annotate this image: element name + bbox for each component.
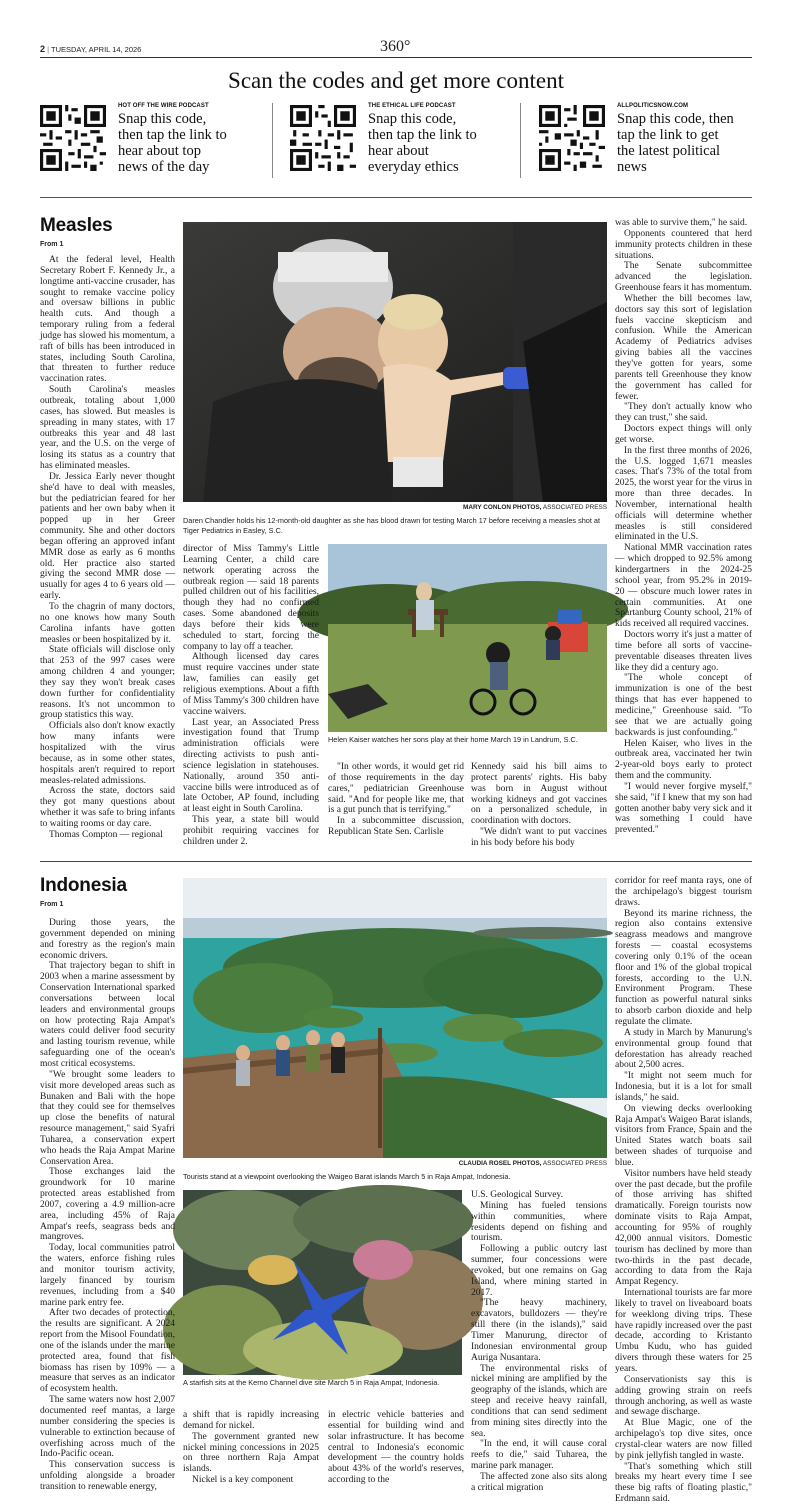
qr-block-1	[118, 103, 228, 175]
measles-paragraph: The Senate subcommittee advanced the legislation. Greenhouse fears it has momentum.	[615, 261, 752, 294]
indonesia-paragraph: Conservationists say this is adding growing strain on reefs through anchoring, as well as waste and sewage discharge.	[615, 1374, 752, 1418]
indonesia-paragraph: Those exchanges laid the groundwork for 10 marine protected areas established from 2007, covering a 4.9 million-acre area, including 45% of Raja Ampat's reefs, seagrass beds and mangroves.	[40, 1167, 175, 1243]
measles-paragraph: This year, a state bill would prohibit requiring vaccines for children under 2.	[183, 815, 319, 847]
qr-code-icon[interactable]	[40, 105, 106, 171]
measles-paragraph: In a subcommittee discussion, Republican State Sen. Carlisle	[328, 816, 464, 838]
indonesia-paragraph: International tourists are far more likely to travel on liveaboard boats for weeklong diving trips. These have rapidly increased over the past decade, according to Kristanto Umbu Kudu, who has guided divers through these waters for 25 years.	[615, 1288, 752, 1374]
measles-paragraph: Opponents countered that herd immunity protects children in these situations.	[615, 228, 752, 261]
measles-column-5	[615, 218, 752, 853]
indonesia-paragraph: Nickel is a key component	[192, 1475, 294, 1486]
measles-column-4	[471, 762, 607, 853]
measles-title: Measles	[40, 215, 113, 236]
measles-paragraph: To the chagrin of many doctors, no one knows how many South Carolina infants have gotten measles or been hospitalized by it.	[40, 602, 175, 645]
qr-text-1: Snap this code, then tap the link to hear about top news of the day	[118, 111, 227, 175]
qr-label-1: HOT OFF THE WIRE PODCAST	[118, 103, 209, 109]
indonesia-column-1	[40, 918, 175, 1492]
measles-paragraph: director of Miss Tammy's Little Learning Center, a child care network operating across the outbreak region — said 18 parents pulled children out of his facilities, though they had no confirmed cases. Some abandoned deposits days before their kids were scheduled to start, forcing the company to lay off a teacher.	[183, 544, 319, 652]
page-number: 2	[40, 44, 46, 54]
measles-photo2-caption: Helen Kaiser watches her sons play at their home March 19 in Landrum, S.C.	[328, 735, 578, 744]
credit-name: MARY CONLON PHOTOS,	[463, 504, 542, 511]
indonesia-column-5	[615, 876, 752, 1505]
qr-label-2: THE ETHICAL LIFE PODCAST	[368, 103, 456, 109]
indonesia-paragraph: a shift that is rapidly increasing demand for nickel.	[183, 1410, 319, 1431]
indonesia-paragraph: U.S. Geological Survey.	[471, 1190, 563, 1200]
indonesia-paragraph: "We brought some leaders to visit more developed areas such as Bunaken and Bali with the hope that they could see for themselves up close the benefits of natural resource management," said Syafri Tuharea, a conservation expert who heads the Raja Ampat Marine Conservation Area.	[40, 1069, 175, 1167]
measles-paragraph: "The whole concept of immunization is one of the best things that has ever happened to medicine," Greenhouse said. "To see that we are actually going backwards is just confounding."	[615, 673, 752, 738]
measles-paragraph: "They don't actually know who they can trust," she said.	[615, 402, 752, 424]
indonesia-title: Indonesia	[40, 875, 127, 896]
indonesia-paragraph: The environmental risks of nickel mining are amplified by the geography of the islands, which are steep and receive heavy rainfall, conditions that can send sediment from mining sites directly into the sea.	[471, 1363, 607, 1439]
qr-block-3	[617, 103, 737, 175]
measles-paragraph: Whether the bill becomes law, doctors say this sort of legislation fuels vaccine skepticism and confusion. While the American Academy of Pediatrics advises giving babies all the vaccines they've gotten for years, some parents tell Greenhouse they know the government has called for fewer.	[615, 293, 752, 402]
measles-paragraph: Across the state, doctors said they got many questions about whether it was safe to bring infants to waiting rooms or day care.	[40, 786, 175, 829]
indonesia-paragraph: That trajectory began to shift in 2003 when a marine assessment by Conservation International sparked conversations between local leaders and environmental groups on how protecting Raja Ampat's waters could deliver food security and lasting tourism revenue, while safeguarding one of the ocean's most critical ecosystems.	[40, 961, 175, 1069]
indonesia-paragraph: The government granted new nickel mining concessions in 2025 on three northern Raja Ampat islands.	[183, 1431, 319, 1475]
indonesia-paragraph: During those years, the government depended on mining and forestry as the region's main economic drivers.	[40, 918, 175, 961]
promo-bottom-rule	[40, 197, 752, 198]
indonesia-paragraph: The affected zone also sits along a critical migration	[471, 1471, 607, 1493]
credit-org: ASSOCIATED PRESS	[542, 1160, 607, 1167]
qr-text-2: Snap this code, then tap the link to hear about everyday ethics	[368, 111, 477, 175]
measles-paragraph: Officials also don't know exactly how many infants were hospitalized with the virus because, as in some other states, hospitals aren't required to report measles-related admissions.	[40, 721, 175, 786]
indonesia-photo-starfish	[183, 1190, 462, 1375]
measles-paragraph: South Carolina's measles outbreak, totaling about 1,000 cases, has slowed. But measles is spreading in many states, with 17 outbreaks this year and 48 last year, and the U.S. on the verge of losing its status as a country that has eliminated measles.	[40, 385, 175, 472]
indonesia-paragraph: Following a public outcry last summer, four concessions were revoked, but one remains on Gag Island, where mining started in 2017.	[471, 1244, 607, 1298]
indonesia-paragraph: corridor for reef manta rays, one of the archipelago's biggest tourism draws.	[615, 876, 752, 908]
indonesia-photo-caption: Tourists stand at a viewpoint overlooking the Waigeo Barat islands March 5 in Raja Ampat, Indonesia.	[183, 1172, 511, 1181]
indonesia-paragraph: A study in March by Manurung's environmental group found that deforestation has already reached about 2,500 acres.	[615, 1027, 752, 1071]
measles-paragraph: was able to survive them," he said.	[615, 218, 748, 228]
indonesia-paragraph: At Blue Magic, one of the archipelago's top dive sites, once crystal-clear waters are now filled by pink jellyfish tangled in waste.	[615, 1418, 752, 1461]
indonesia-paragraph: Beyond its marine richness, the region also contains extensive seagrass meadows and mangrove forests — coastal ecosystems covering only 0.1% of the ocean floor and 1% of the global tropical forests, according to the U.N. Environment Program. These function as powerful natural sinks to absorb carbon dioxide and help regulate the climate.	[615, 908, 752, 1027]
promo-headline: Scan the codes and get more content	[228, 68, 564, 93]
indonesia-photo-islands	[183, 878, 607, 1158]
measles-photo-yard	[328, 544, 607, 732]
indonesia-paragraph: Mining has fueled tensions within communities, where residents depend on fishing and tourism.	[471, 1200, 607, 1244]
measles-paragraph: Last year, an Associated Press investigation found that Trump administration officials were directing activists to push anti-science legislation in statehouses. Nationally, around 350 anti-vaccine bills were introduced as of late October, AP found, including at least eight in South Carolina.	[183, 717, 319, 815]
measles-paragraph: In the first three months of 2026, the U.S. logged 1,671 measles cases. That's 73% of the total from 2025, the worst year for the virus in more than three decades. In November, international health officials will determine whether measles is still considered eliminated in the U.S.	[615, 445, 752, 543]
indonesia-paragraph: After two decades of protection, the results are significant. A 2024 report from the Misool Foundation, one of the islands under the marine protected area, found that fish biomass has risen by 109% — a measure that serves as an indicator of ecosystem health.	[40, 1308, 175, 1395]
story-divider	[40, 861, 752, 862]
indonesia-paragraph: Today, local communities patrol the waters, enforce fishing rules and monitor tourism activity, largely financed by tourism revenues, including from a $40 marine park entry fee.	[40, 1243, 175, 1308]
measles-paragraph: Doctors expect things will only get worse.	[615, 424, 752, 445]
measles-paragraph: Thomas Compton — regional	[49, 829, 163, 840]
header-rule	[40, 57, 752, 58]
indonesia-paragraph: This conservation success is unfolding alongside a broader transition to renewable energy,	[40, 1460, 175, 1492]
qr-text-3: Snap this code, then tap the link to get the latest political news	[617, 111, 734, 175]
indonesia-paragraph: "It might not seem much for Indonesia, but it is a lot for small islands," he said.	[615, 1071, 752, 1103]
indonesia-paragraph: "That's something which still breaks my heart every time I see these big rafts of floating plastic," Erdmann said.	[615, 1461, 752, 1505]
measles-paragraph: Kennedy said his bill aims to protect parents' rights. His baby was born in August without working kidneys and got vaccines on a personalized schedule, in coordination with doctors.	[471, 762, 607, 827]
measles-photo-credit	[183, 504, 607, 511]
measles-paragraph: Although licensed day cares must require vaccines under state law, families can easily get religious exemptions. About a fifth of Miss Tammy's 300 children have vaccine waivers.	[183, 652, 319, 717]
indonesia-paragraph: On viewing decks overlooking Raja Ampat's Waigeo Barat islands, visitors from France, Spain and the United States watch boats sail between shades of turquoise and blue.	[615, 1103, 752, 1168]
credit-org: ASSOCIATED PRESS	[542, 504, 607, 511]
indonesia-paragraph: Visitor numbers have held steady over the past decade, but the profile of those arriving has shifted dramatically. Foreign tourists now dominate visits to Raja Ampat, accounting for 95% of roughly 42,000 annual visitors. Domestic tourism has declined by more than two-thirds in the past decade, according to data from the Raja Ampat Regency.	[615, 1168, 752, 1288]
indonesia-column-4	[471, 1190, 607, 1493]
measles-photo-caption: Daren Chandler holds his 12-month-old daughter as she has blood drawn for testing March 17 before receiving a measles shot at Tiger Pediatrics in Easley, S.C.	[183, 516, 600, 535]
measles-paragraph: "We didn't want to put vaccines in his body before his body	[471, 827, 607, 848]
indonesia-paragraph: in electric vehicle batteries and essential for building wind and solar infrastructure. It has become central to Indonesia's economic development — the country holds about 43% of the world's reserves, according to the	[328, 1410, 464, 1486]
indonesia-paragraph: "In the end, it will cause coral reefs to die," said Tuharea, the marine park manager.	[471, 1439, 607, 1472]
measles-paragraph: National MMR vaccination rates — which dropped to 92.5% among kindergartners in the 2024-25 school year, from 95.2% in 2019-20 — obscure much lower rates in certain communities. At one Spartanburg County school, 21% of kids received all required vaccines.	[615, 543, 752, 630]
promo-divider-2	[520, 103, 521, 178]
measles-paragraph: "In other words, it would get rid of those requirements in the day cares," pediatrician Greenhouse said. "And for people like me, that is a gut punch that is terrifying."	[328, 762, 464, 816]
measles-paragraph: At the federal level, Health Secretary Robert F. Kennedy Jr., a longtime anti-vaccine crusader, has sought to remake vaccine policy and oversaw billions in public health cuts. And though a temporary ruling from a federal judge has slowed his momentum, a raft of bills has been introduced in states, including South Carolina, that threaten to further reduce vaccination rates.	[40, 255, 175, 385]
measles-paragraph: Dr. Jessica Early never thought she'd have to deal with measles, but the pediatrician feared for her patients and her own baby when it popped up in her Greer community. She and other doctors began offering an approved infant MMR dose as early as 6 months old. Her practice also started giving the second MMR dose — usually for ages 4 to 6 years old — early.	[40, 471, 175, 602]
measles-paragraph: Helen Kaiser, who lives in the outbreak area, vaccinated her twin 2-year-old boys early to protect them and the community.	[615, 738, 752, 782]
measles-column-3	[328, 762, 464, 853]
measles-paragraph: "I would never forgive myself," she said, "if I knew that my son had gotten another baby very sick and it was something I could have prevented."	[615, 781, 752, 836]
qr-code-icon[interactable]	[539, 105, 605, 171]
indonesia-photo2-caption: A starfish sits at the Kerno Channel dive site March 5 in Raja Ampat, Indonesia.	[183, 1378, 440, 1387]
indonesia-column-2	[183, 1410, 319, 1484]
credit-name: CLAUDIA ROSEL PHOTOS,	[458, 1160, 542, 1167]
promo-divider-1	[272, 103, 273, 178]
measles-column-2	[183, 544, 319, 853]
issue-date: TUESDAY, APRIL 14, 2026	[51, 45, 142, 54]
measles-paragraph: Doctors worry it's just a matter of time before all sorts of vaccine-preventable diseases threaten lives like they did a century ago.	[615, 630, 752, 673]
indonesia-column-3	[328, 1410, 464, 1484]
qr-block-2	[368, 103, 478, 175]
measles-paragraph: State officials will disclose only that 253 of the 997 cases were among children 4 and younger; they say they won't break cases down further for confidentiality reasons. It's not uncommon to group statistics this way.	[40, 645, 175, 721]
measles-photo-clinic	[183, 222, 607, 502]
indonesia-paragraph: "The heavy machinery, excavators, bulldozers — they're still there (in the islands)," said Timer Manurung, director of Indonesian environmental group Auriga Nusantara.	[471, 1298, 607, 1363]
qr-label-3: ALLPOLITICSNOW.COM	[617, 103, 689, 109]
indonesia-paragraph: The same waters now host 2,007 documented reef mantas, a large number considering the species is vulnerable to extinction because of overfishing across much of the Indo-Pacific ocean.	[40, 1395, 175, 1460]
measles-jump-line: From 1	[40, 241, 64, 248]
indonesia-photo-credit	[183, 1160, 607, 1167]
page-folio: 2 | TUESDAY, APRIL 14, 2026	[40, 44, 142, 54]
measles-column-1	[40, 255, 175, 853]
section-name: 360°	[380, 38, 411, 55]
qr-code-icon[interactable]	[290, 105, 356, 171]
indonesia-jump-line: From 1	[40, 901, 64, 908]
